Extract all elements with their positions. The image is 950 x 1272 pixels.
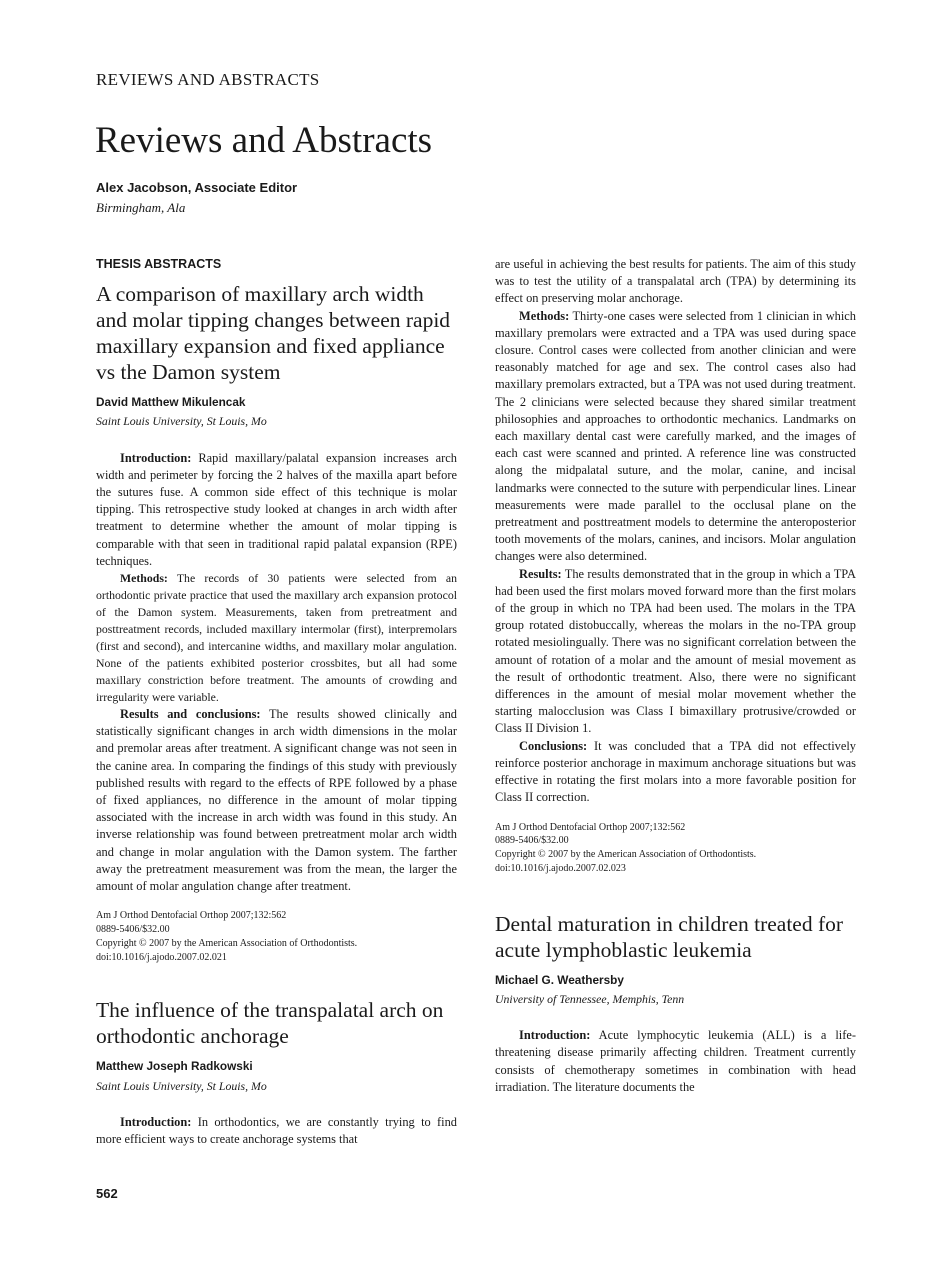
paragraph-text: The records of 30 patients were selected from an orthodontic private practice that used the maxillary arch expansion protocol of the Damon system. Measurements, taken from pretreatment and posttreatment records, included maxillary intermolar (first), interpremolars (first and second), and intercanine widths, and maxillary molar angulation. None of the patients exhibited posterior crossbites, but all had some maxillary constriction before treatment. The amounts of crowding and irregularity were variable.: [96, 571, 457, 705]
paragraph-text: In orthodontics, we are constantly trying to find more efficient ways to create anchorage systems that: [96, 1114, 457, 1147]
article-damon-system: [96, 281, 457, 964]
citation-journal: Am J Orthod Dentofacial Orthop 2007;132:562: [96, 910, 287, 922]
associate-editor: Alex Jacobson, Associate Editor: [96, 180, 298, 195]
paragraph-label: Introduction:: [120, 1114, 192, 1129]
abstract-continued-text: [495, 256, 856, 308]
page-title: Reviews and Abstracts: [95, 120, 433, 161]
running-section-header: REVIEWS AND ABSTRACTS: [96, 70, 320, 89]
citation-copyright: Copyright © 2007 by the American Association of Orthodontists.: [495, 849, 757, 861]
paragraph-label: Results:: [519, 566, 562, 581]
article-transpalatal-arch-continued: [495, 256, 856, 876]
citation-block: [495, 821, 856, 876]
abstract-introduction: [96, 450, 457, 570]
abstract-methods: [96, 570, 457, 706]
abstract-results: [96, 706, 457, 895]
article-affiliation: University of Tennessee, Memphis, Tenn: [495, 991, 685, 1006]
paragraph-text: The results showed clinically and statistically significant changes in arch width dimensions in the molar and premolar areas after treatment. A significant change was not seen in the canine area. In comparing the findings of this study with previously published results with regard to the effects of RPE followed by a phase of fixed appliances, no difference in the amount of molar tipping associated with the increase in arch width was found in this study. An inverse relationship was found between pretreatment molar arch width and change in molar angulation with the Damon system. The farther away the pretreatment measurement was from the mean, the larger the amount of molar angulation change after treatment.: [96, 707, 457, 894]
article-author: Matthew Joseph Radkowski: [96, 1059, 253, 1074]
editor-location: Birmingham, Ala: [96, 200, 186, 215]
article-affiliation: Saint Louis University, St Louis, Mo: [96, 1078, 267, 1093]
abstract-methods: [495, 308, 856, 566]
citation-doi: doi:10.1016/j.ajodo.2007.02.023: [495, 862, 626, 874]
abstract-introduction: [96, 1114, 457, 1148]
abstract-conclusions: [495, 738, 856, 807]
paragraph-text: The results demonstrated that in the group in which a TPA had been used the first molars moved forward more than the first molars of the group in which no TPA had been used. The molars in the TPA group rotated distobuccally, whereas the molars in the no-TPA group rotated mesiolingually. There was no significant correlation between the amount of rotation of a molar and the amount of mesial movement as the result of orthodontic treatment. Also, there were no significant differences in the amount of mesial molar movement whether the starting malocclusion was Class I bimaxillary protrusive/crowded or Class II Division 1.: [495, 566, 856, 736]
citation-price: 0889-5406/$32.00: [96, 924, 170, 936]
page-number: 562: [96, 1186, 118, 1201]
article-author: Michael G. Weathersby: [495, 972, 624, 987]
article-author: David Matthew Mikulencak: [96, 395, 246, 410]
paragraph-label: Methods:: [120, 571, 168, 586]
right-column: [495, 256, 856, 1096]
article-transpalatal-arch: [96, 997, 457, 1148]
citation-journal: Am J Orthod Dentofacial Orthop 2007;132:562: [495, 821, 686, 833]
paragraph-text: Acute lymphocytic leukemia (ALL) is a life-threatening disease primarily affecting children. Treatment currently consists of chemotherapy sometimes in combination with head irradiation. The literature documents the: [495, 1028, 856, 1094]
paragraph-text: It was concluded that a TPA did not effectively reinforce posterior anchorage in maximum anchorage situations but was effective in rotating the first molars into a more favorable position for Class II correction.: [495, 738, 856, 805]
abstract-results: [495, 566, 856, 738]
paragraph-text: Rapid maxillary/palatal expansion increases arch width and perimeter by forcing the 2 halves of the maxilla apart before the sutures fuse. A common side effect of this technique is molar tipping. This retrospective study looked at changes in arch width after treatment to determine whether the amount of molar tipping is comparable with that seen in traditional rapid palatal expansion (RPE) techniques.: [96, 450, 457, 568]
paragraph-label: Methods:: [519, 308, 570, 323]
paragraph-label: Results and conclusions:: [120, 707, 261, 722]
article-affiliation: Saint Louis University, St Louis, Mo: [96, 414, 267, 429]
citation-doi: doi:10.1016/j.ajodo.2007.02.021: [96, 951, 227, 963]
paragraph-label: Introduction:: [120, 450, 192, 465]
paragraph-label: Conclusions:: [519, 738, 588, 753]
paragraph-text: are useful in achieving the best results for patients. The aim of this study was to test the utility of a transpalatal arch (TPA) by determining its effect on preserving molar anchorage.: [495, 257, 856, 306]
thesis-abstracts-kicker: THESIS ABSTRACTS: [96, 257, 222, 271]
citation-price: 0889-5406/$32.00: [495, 835, 569, 847]
left-column: [96, 256, 457, 1148]
article-title: Dental maturation in children treated for acute lymphoblastic leukemia: [495, 911, 844, 962]
article-title: A comparison of maxillary arch width and molar tipping changes between rapid maxillary expansion and fixed appliance vs the Damon system: [96, 282, 451, 385]
abstract-introduction: [495, 1027, 856, 1096]
citation-block: [96, 909, 457, 964]
citation-copyright: Copyright © 2007 by the American Association of Orthodontists.: [96, 937, 358, 949]
article-dental-maturation: [495, 911, 856, 1096]
paragraph-text: Thirty-one cases were selected from 1 clinician in which maxillary premolars were extracted and a TPA was used during space closure. Control cases were collected from another clinician and were reasonably matched for age and sex. The control cases also had maxillary premolars extracted, but a TPA was not used during treatment. The 2 clinicians were selected because they shared similar treatment philosophies and approaches to orthodontic mechanics. Landmarks on each maxillary dental cast were carefully marked, and the images of each cast were scanned and printed. A reference line was constructed along the midpalatal suture, and the molar, canine, and incisal landmarks were connected to the suture with perpendicular lines. Linear measurements were made parallel to the occlusal plane on the pretreatment and posttreatment models to determine the anteroposterior tooth movements of the molars, canines, and incisors. Molar angulation changes were also determined.: [495, 308, 856, 564]
paragraph-label: Introduction:: [519, 1028, 591, 1043]
article-title: The influence of the transpalatal arch on orthodontic anchorage: [96, 998, 444, 1049]
